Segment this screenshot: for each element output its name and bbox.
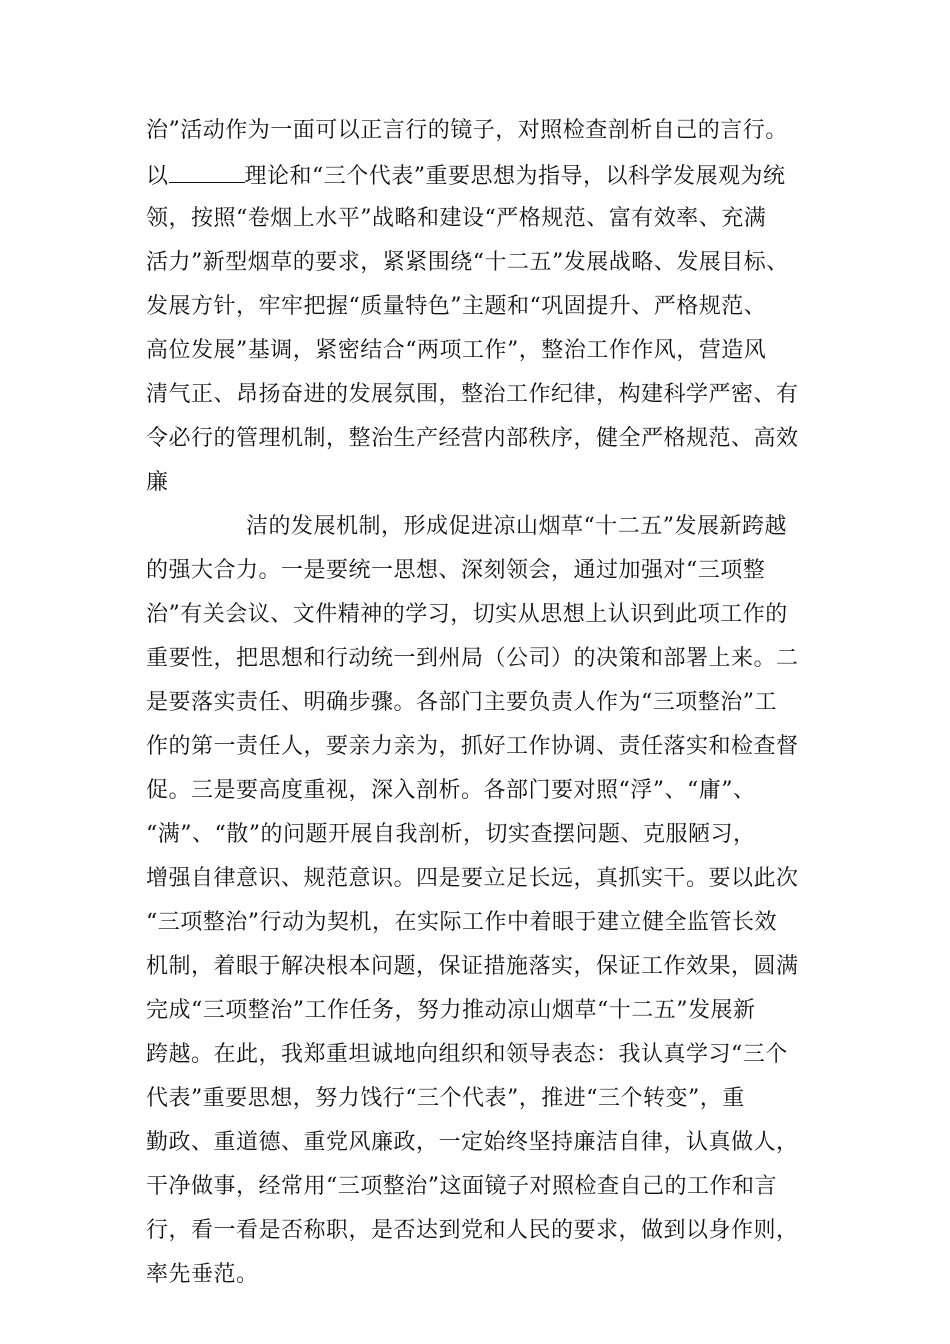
text-line: 作的第一责任人，要亲力亲为，抓好工作协调、责任落实和检查督: [146, 734, 799, 759]
text-line: 完成“三项整治”工作任务，努力推动凉山烟草“十二五”发展新: [146, 998, 756, 1023]
text-line: “满”、“散”的问题开展自我剖析，切实查摆问题、克服陋习，: [146, 822, 756, 847]
text-line: 洁的发展机制，形成促进凉山烟草“十二五”发展新跨越: [246, 514, 787, 539]
text-line: 跨越。在此，我郑重坦诚地向组织和领导表态：我认真学习“三个: [146, 1042, 788, 1067]
text-line: 勤政、重道德、重党风廉政，一定始终坚持廉洁自律，认真做人，: [146, 1130, 799, 1155]
text-line: 令必行的管理机制，整治生产经营内部秩序，健全严格规范、高效: [146, 426, 799, 451]
text-line: 活力”新型烟草的要求，紧紧围绕“十二五”发展战略、发展目标、: [146, 250, 789, 275]
text-line: “三项整治”行动为契机，在实际工作中着眼于建立健全监管长效: [146, 910, 777, 935]
text-line: 代表”重要思想，努力饯行“三个代表”，推进“三个转变”，重: [146, 1086, 745, 1111]
text-line: 重要性，把思想和行动统一到州局（公司）的决策和部署上来。二: [146, 646, 799, 671]
text-line: 清气正、昂扬奋进的发展氛围，整治工作纪律，构建科学严密、有: [146, 382, 799, 407]
text-line: 廉: [146, 470, 169, 495]
text-line: 促。三是要高度重视，深入剖析。各部门要对照“浮”、“庸”、: [146, 778, 756, 803]
text-line: 治”有关会议、文件精神的学习，切实从思想上认识到此项工作的: [146, 602, 788, 627]
text-line: 的强大合力。一是要统一思想、深刻领会，通过加强对“三项整: [146, 558, 766, 583]
text-line: 高位发展”基调，紧密结合“两项工作”，整治工作作风，营造风: [146, 338, 767, 363]
text-line: 机制，着眼于解决根本问题，保证措施落实，保证工作效果，圆满: [146, 954, 799, 979]
text-line-with-blank: [146, 160, 826, 192]
text-line: 率先垂范。: [146, 1262, 259, 1287]
text-line: 发展方针，牢牢把握“质量特色”主题和“巩固提升、严格规范、: [146, 294, 767, 319]
line-text: 理论和“三个代表”重要思想为指导，以科学发展观为统: [244, 164, 786, 189]
text-line: 领，按照“卷烟上水平”战略和建设“严格规范、富有效率、充满: [146, 206, 767, 231]
text-line: 是要落实责任、明确步骤。各部门主要负责人作为“三项整治”工: [146, 690, 777, 715]
text-line: 干净做事，经常用“三项整治”这面镜子对照检查自己的工作和言: [146, 1174, 777, 1199]
text-line: 行，看一看是否称职，是否达到党和人民的要求，做到以身作则，: [146, 1218, 799, 1243]
line-prefix: 以: [146, 164, 169, 189]
text-line: 增强自律意识、规范意识。四是要立足长远，真抓实干。要以此次: [146, 866, 799, 891]
blank-underline: [169, 160, 245, 183]
text-line: 治”活动作为一面可以正言行的镜子，对照检查剖析自己的言行。: [146, 118, 788, 143]
